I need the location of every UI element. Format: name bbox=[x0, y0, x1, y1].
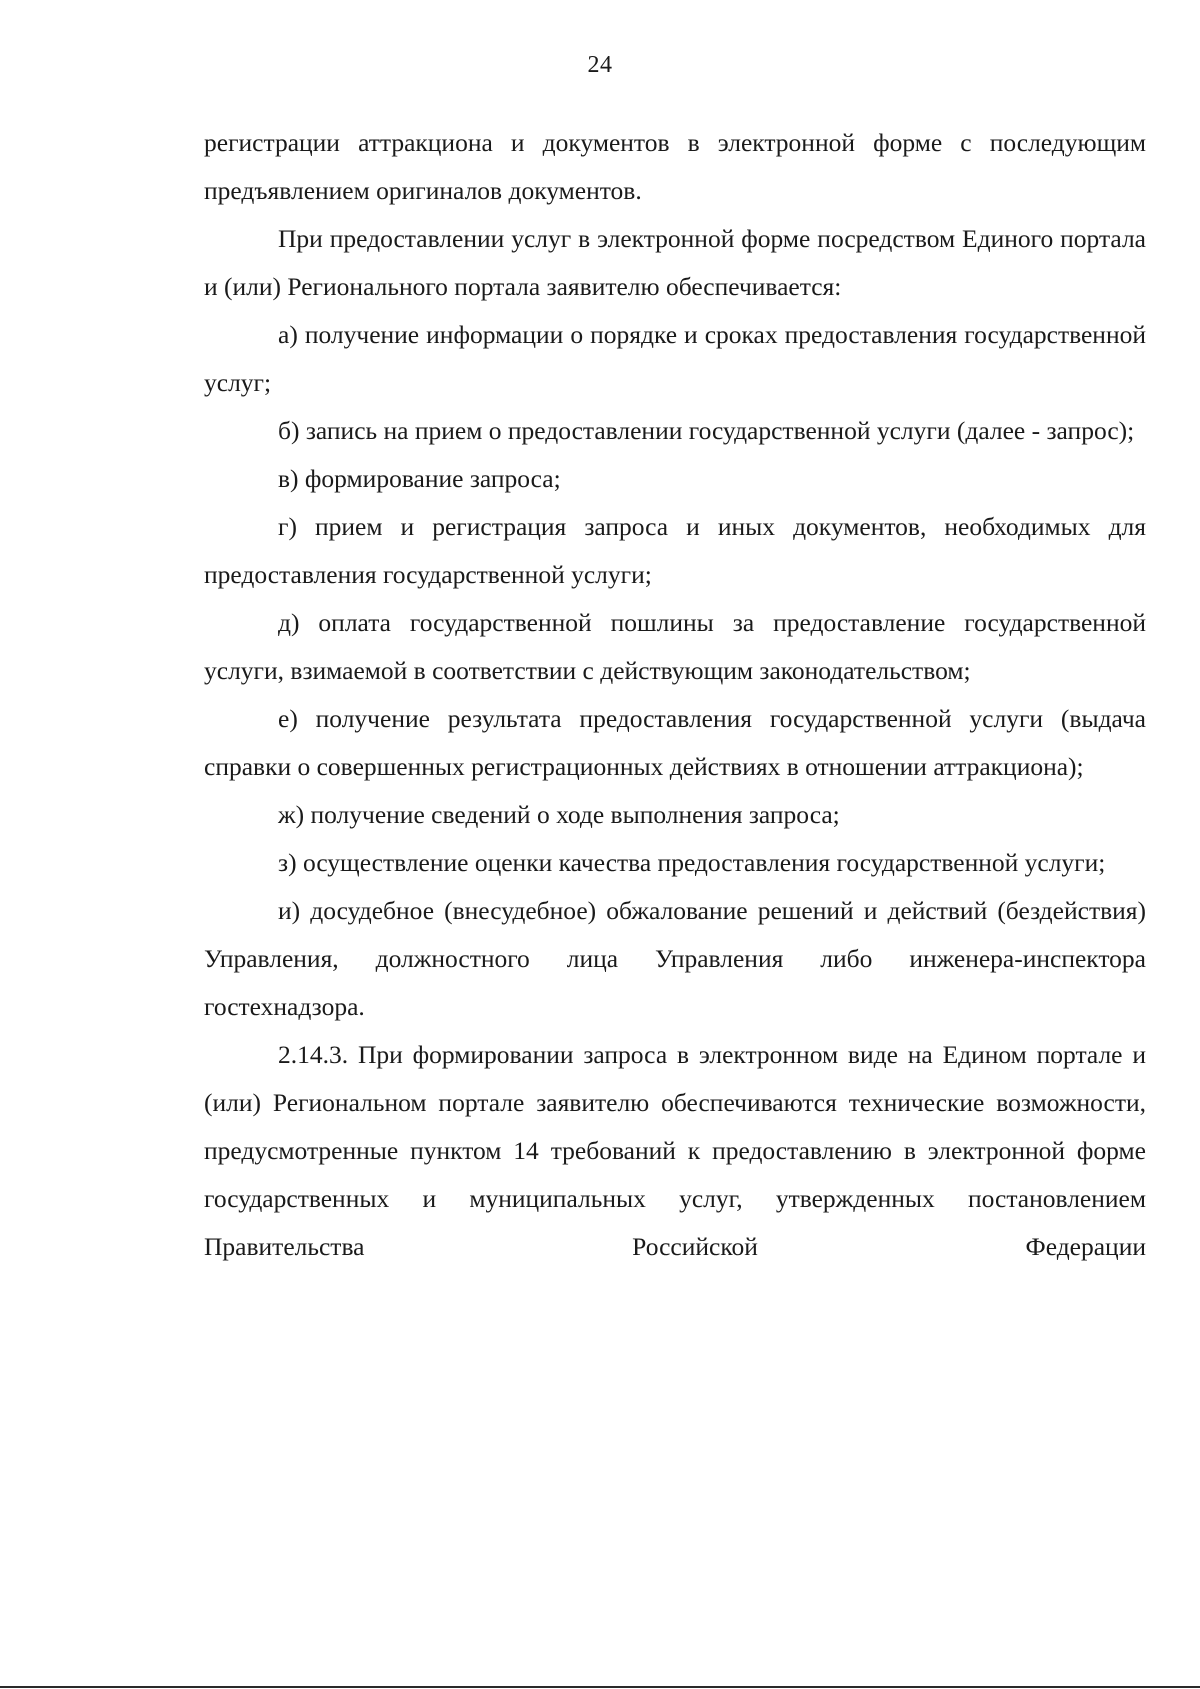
paragraph-section-2-14-3: 2.14.3. При формировании запроса в электронном виде на Едином портале и (или) Региональном портале заявителю обеспечиваются технические возможности, предусмотренные пунктом 14 требований к предоставлению в электронной форме государственных и муниципальных услуг, утвержденных постановлением Правительства Российской Федерации bbox=[204, 1040, 1146, 1261]
page-bottom-edge bbox=[0, 1686, 1200, 1688]
list-item-i: и) досудебное (внесудебное) обжалование решений и действий (бездействия) Управления, должностного лица Управления либо инженера-инспектора гостехнадзора. bbox=[204, 896, 1146, 1021]
document-body bbox=[204, 119, 1146, 1271]
list-item-g: г) прием и регистрация запроса и иных документов, необходимых для предоставления государственной услуги; bbox=[204, 512, 1146, 589]
list-item-zh: ж) получение сведений о ходе выполнения запроса; bbox=[278, 800, 840, 829]
list-item-v: в) формирование запроса; bbox=[278, 464, 561, 493]
list-item-e: е) получение результата предоставления государственной услуги (выдача справки о совершенных регистрационных действиях в отношении аттракциона); bbox=[204, 704, 1146, 781]
list-item-d: д) оплата государственной пошлины за предоставление государственной услуги, взимаемой в соответствии с действующим законодательством; bbox=[204, 608, 1146, 685]
paragraph-intro-portal: При предоставлении услуг в электронной форме посредством Единого портала и (или) Регионального портала заявителю обеспечивается: bbox=[204, 224, 1146, 301]
paragraph-continuation: регистрации аттракциона и документов в электронной форме с последующим предъявлением оригиналов документов. bbox=[204, 128, 1146, 205]
list-item-a: а) получение информации о порядке и сроках предоставления государственной услуг; bbox=[204, 320, 1146, 397]
page-number: 24 bbox=[587, 52, 613, 78]
list-item-b: б) запись на прием о предоставлении государственной услуги (далее - запрос); bbox=[278, 416, 1135, 445]
list-item-z: з) осуществление оценки качества предоставления государственной услуги; bbox=[278, 848, 1106, 877]
